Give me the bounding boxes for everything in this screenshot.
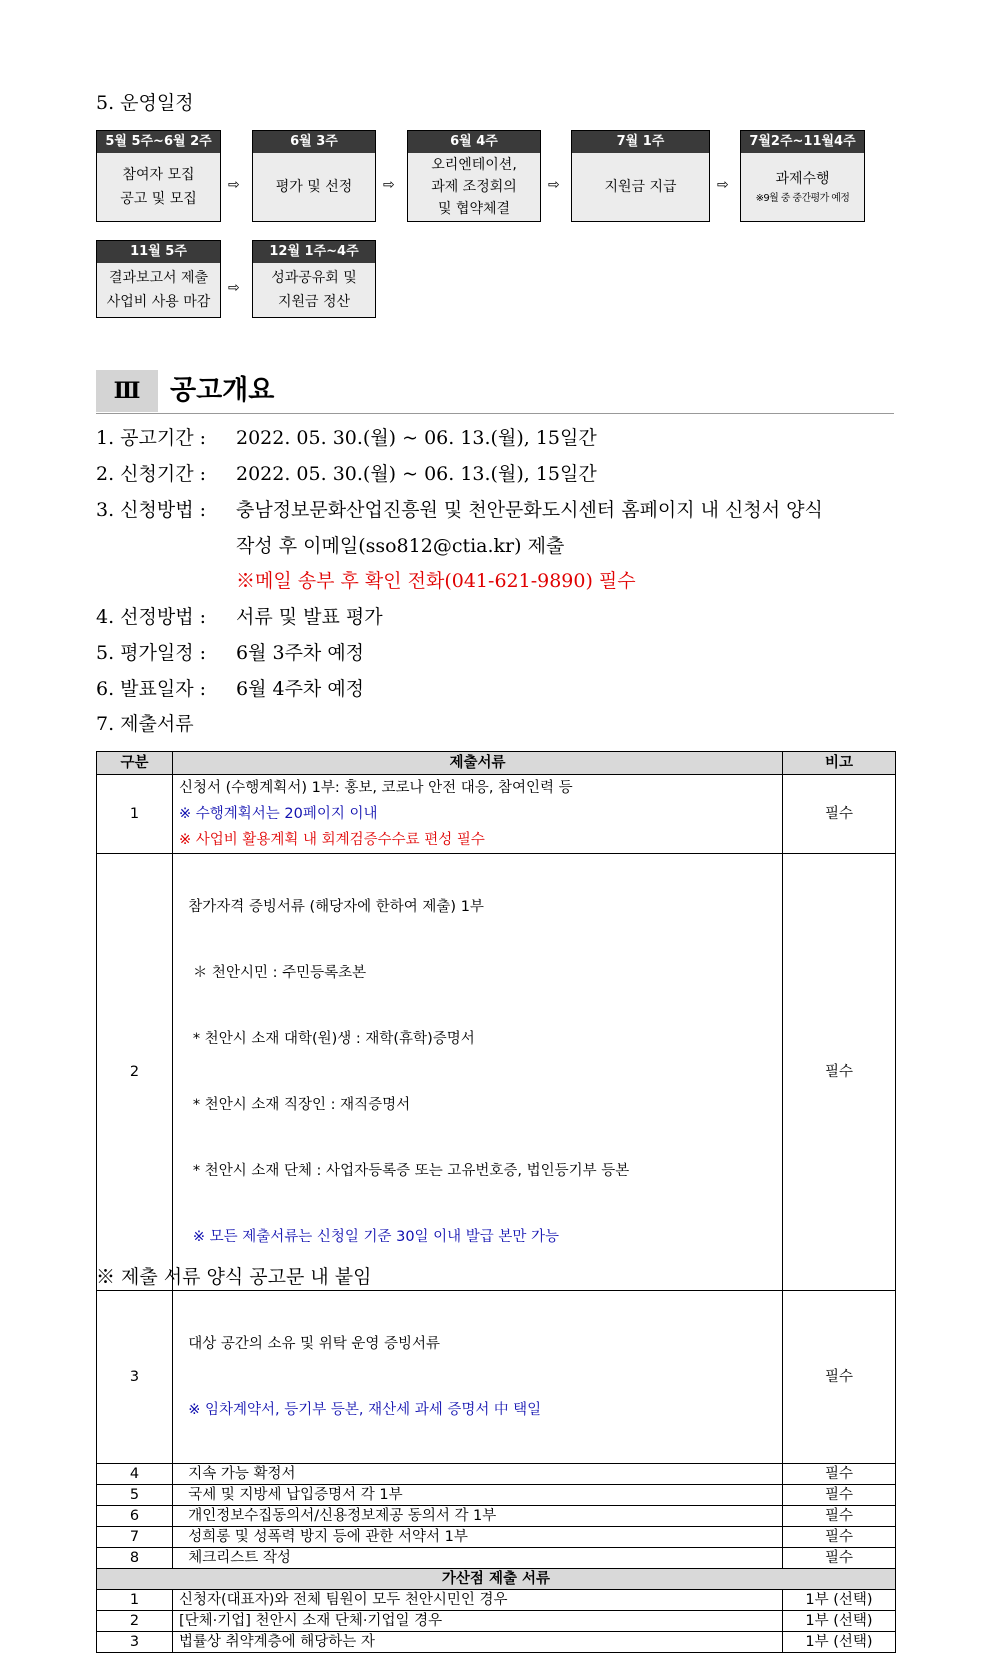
row-number: 2 bbox=[97, 854, 173, 1291]
row-note: 1부 (선택) bbox=[783, 1611, 896, 1632]
table-row bbox=[97, 1548, 896, 1569]
section-title: 공고개요 bbox=[170, 375, 275, 406]
step-period: 5월 5주~6월 2주 bbox=[97, 131, 220, 153]
item-apply-method-2 bbox=[96, 533, 565, 559]
table-header: 비고 bbox=[783, 752, 896, 775]
arrow-right-icon: ⇨ bbox=[228, 280, 240, 296]
row-line: 대상 공간의 소유 및 위탁 운영 증빙서류 bbox=[179, 1336, 440, 1352]
item-label: 2. 신청기간 : bbox=[96, 463, 207, 485]
step-line: 사업비 사용 마감 bbox=[106, 294, 211, 310]
step-line: 참여자 모집 bbox=[122, 167, 195, 183]
item-apply-method bbox=[96, 497, 823, 523]
table-row bbox=[97, 1291, 896, 1464]
row-note: 필수 bbox=[783, 1548, 896, 1569]
step-period: 7월 1주 bbox=[572, 131, 709, 153]
row-content bbox=[173, 1291, 783, 1464]
row-line: 참가자격 증빙서류 (해당자에 한하여 제출) 1부 bbox=[179, 899, 484, 915]
bonus-section-header bbox=[97, 1569, 896, 1590]
item-announce-period bbox=[96, 425, 597, 451]
step-line: 결과보고서 제출 bbox=[108, 270, 209, 286]
row-line: * 천안시 소재 직장인 : 재직증명서 bbox=[179, 1097, 411, 1113]
row-number: 7 bbox=[97, 1527, 173, 1548]
row-line: ※ 수행계획서는 20페이지 이내 bbox=[179, 806, 378, 822]
row-note: 필수 bbox=[783, 775, 896, 854]
item-label: 6. 발표일자 : bbox=[96, 678, 207, 700]
row-note: 필수 bbox=[783, 1506, 896, 1527]
row-number: 8 bbox=[97, 1548, 173, 1569]
step-line: 과제 조정회의 bbox=[431, 179, 517, 195]
step-line: 지원금 정산 bbox=[277, 294, 351, 310]
step-period: 12월 1주~4주 bbox=[253, 241, 375, 263]
schedule-step-1 bbox=[96, 130, 221, 222]
row-content: 체크리스트 작성 bbox=[173, 1548, 783, 1569]
arrow-right-icon: ⇨ bbox=[228, 177, 240, 193]
step-period: 6월 4주 bbox=[408, 131, 540, 153]
row-content: 지속 가능 확정서 bbox=[173, 1464, 783, 1485]
item-apply-period bbox=[96, 461, 597, 487]
item-content: 6월 4주차 예정 bbox=[236, 678, 365, 700]
row-note: 필수 bbox=[783, 854, 896, 1291]
step-line: 성과공유회 및 bbox=[271, 270, 357, 286]
row-line: * 천안시 소재 단체 : 사업자등록증 또는 고유번호증, 법인등기부 등본 bbox=[179, 1163, 630, 1179]
row-line: ＊ 천안시민 : 주민등록초본 bbox=[179, 965, 367, 981]
item-docs bbox=[96, 711, 236, 737]
step-period: 6월 3주 bbox=[253, 131, 375, 153]
table-row bbox=[97, 1464, 896, 1485]
step-line: 및 협약체결 bbox=[437, 201, 511, 217]
row-note: 1부 (선택) bbox=[783, 1590, 896, 1611]
item-apply-method-3 bbox=[96, 568, 636, 594]
schedule-step-5 bbox=[740, 130, 865, 222]
row-content: 성희롱 및 성폭력 방지 등에 관한 서약서 1부 bbox=[173, 1527, 783, 1548]
table-row bbox=[97, 1590, 896, 1611]
step-period: 7월2주~11월4주 bbox=[741, 131, 864, 153]
table-header: 구분 bbox=[97, 752, 173, 775]
row-content: 법률상 취약계층에 해당하는 자 bbox=[173, 1632, 783, 1653]
item-label: 3. 신청방법 : bbox=[96, 499, 207, 521]
item-label: 4. 선정방법 : bbox=[96, 606, 207, 628]
row-number: 6 bbox=[97, 1506, 173, 1527]
row-line: * 천안시 소재 대학(원)생 : 재학(휴학)증명서 bbox=[179, 1031, 475, 1047]
row-content: 국세 및 지방세 납입증명서 각 1부 bbox=[173, 1485, 783, 1506]
item-label: 7. 제출서류 bbox=[96, 713, 194, 735]
row-number: 3 bbox=[97, 1291, 173, 1464]
table-header: 제출서류 bbox=[173, 752, 783, 775]
schedule-step-2 bbox=[252, 130, 376, 222]
item-content: 2022. 05. 30.(월) ~ 06. 13.(월), 15일간 bbox=[236, 463, 597, 485]
step-period: 11월 5주 bbox=[97, 241, 220, 263]
step-note: ※9월 중 중간평가 예정 bbox=[755, 193, 850, 204]
step-line: 공고 및 모집 bbox=[120, 191, 197, 207]
row-line: ※ 모든 제출서류는 신청일 기준 30일 이내 발급 본만 가능 bbox=[179, 1229, 560, 1245]
item-label: 5. 평가일정 : bbox=[96, 642, 207, 664]
row-number: 5 bbox=[97, 1485, 173, 1506]
row-content bbox=[173, 854, 783, 1291]
arrow-right-icon: ⇨ bbox=[383, 177, 395, 193]
schedule-step-7 bbox=[252, 240, 376, 318]
table-row bbox=[97, 1632, 896, 1653]
row-note: 1부 (선택) bbox=[783, 1632, 896, 1653]
row-line: ※ 임차계약서, 등기부 등본, 재산세 과세 증명서 中 택일 bbox=[179, 1402, 542, 1418]
item-content: 충남정보문화산업진흥원 및 천안문화도시센터 홈페이지 내 신청서 양식 bbox=[236, 499, 823, 521]
table-row bbox=[97, 1506, 896, 1527]
row-content bbox=[173, 775, 783, 854]
row-number: 1 bbox=[97, 1590, 173, 1611]
row-content: 개인정보수집동의서/신용정보제공 동의서 각 1부 bbox=[173, 1506, 783, 1527]
step-line: 과제수행 bbox=[775, 171, 830, 187]
footer-note: ※ 제출 서류 양식 공고문 내 붙임 bbox=[96, 1266, 372, 1288]
table-row bbox=[97, 1611, 896, 1632]
item-label: 1. 공고기간 : bbox=[96, 427, 207, 449]
item-warning: ※메일 송부 후 확인 전화(041-621-9890) 필수 bbox=[236, 570, 636, 592]
step-line: 지원금 지급 bbox=[604, 179, 677, 195]
row-line: ※ 사업비 활용계획 내 회계검증수수료 편성 필수 bbox=[179, 832, 485, 848]
table-row bbox=[97, 854, 896, 1291]
row-content: [단체·기업] 천안시 소재 단체·기업일 경우 bbox=[173, 1611, 783, 1632]
bonus-title: 가산점 제출 서류 bbox=[97, 1569, 896, 1590]
section-divider bbox=[96, 413, 894, 414]
row-note: 필수 bbox=[783, 1464, 896, 1485]
row-number: 2 bbox=[97, 1611, 173, 1632]
row-number: 3 bbox=[97, 1632, 173, 1653]
row-note: 필수 bbox=[783, 1485, 896, 1506]
item-eval-schedule bbox=[96, 640, 365, 666]
step-line: 평가 및 선정 bbox=[275, 179, 353, 195]
item-select-method bbox=[96, 604, 383, 630]
item-content: 2022. 05. 30.(월) ~ 06. 13.(월), 15일간 bbox=[236, 427, 597, 449]
arrow-right-icon: ⇨ bbox=[548, 177, 560, 193]
table-row bbox=[97, 1527, 896, 1548]
table-row bbox=[97, 1485, 896, 1506]
schedule-step-3 bbox=[407, 130, 541, 222]
item-announce-date bbox=[96, 676, 365, 702]
row-line: 신청서 (수행계획서) 1부: 홍보, 코로나 안전 대응, 참여인력 등 bbox=[179, 780, 573, 796]
item-content: 서류 및 발표 평가 bbox=[236, 606, 383, 628]
row-note: 필수 bbox=[783, 1291, 896, 1464]
schedule-step-6 bbox=[96, 240, 221, 318]
row-note: 필수 bbox=[783, 1527, 896, 1548]
row-content: 신청자(대표자)와 전체 팀원이 모두 천안시민인 경우 bbox=[173, 1590, 783, 1611]
item-content: 작성 후 이메일(sso812@ctia.kr) 제출 bbox=[236, 535, 565, 557]
item-content: 6월 3주차 예정 bbox=[236, 642, 365, 664]
schedule-heading: 5. 운영일정 bbox=[96, 92, 194, 114]
arrow-right-icon: ⇨ bbox=[717, 177, 729, 193]
row-number: 4 bbox=[97, 1464, 173, 1485]
row-number: 1 bbox=[97, 775, 173, 854]
table-row bbox=[97, 775, 896, 854]
section-number: Ⅲ bbox=[96, 370, 158, 412]
documents-table bbox=[96, 751, 896, 1653]
schedule-step-4 bbox=[571, 130, 710, 222]
step-line: 오리엔테이션, bbox=[431, 157, 517, 173]
